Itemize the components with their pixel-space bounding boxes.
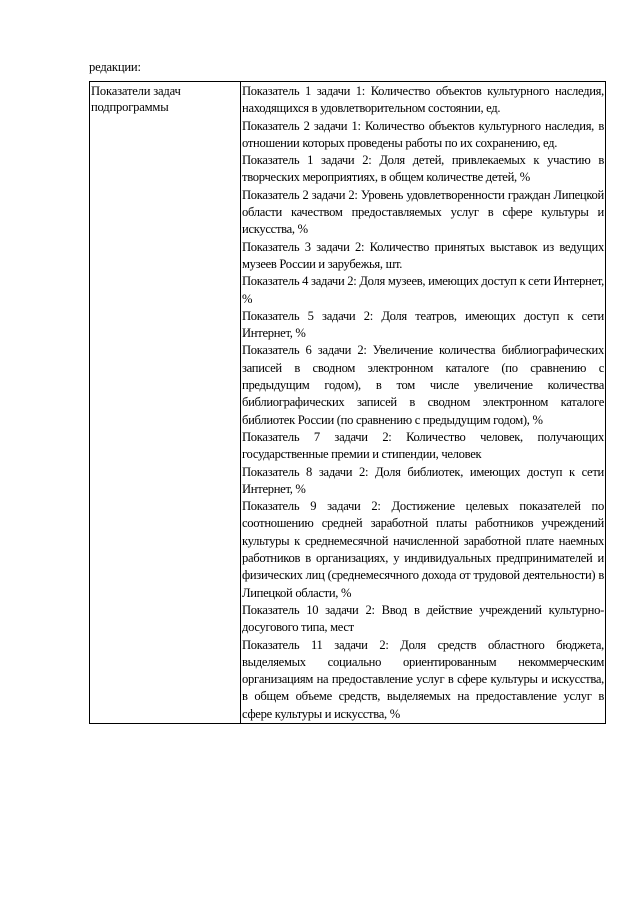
indicator-item: Показатель 7 задачи 2: Количество человек, получающих государственные премии и стипендии, человек <box>242 429 604 462</box>
indicators-cell <box>241 82 606 724</box>
indicator-item: Показатель 5 задачи 2: Доля театров, имеющих доступ к сети Интернет, % <box>242 308 604 341</box>
indicator-item: Показатель 1 задачи 2: Доля детей, привлекаемых к участию в творческих мероприятиях, в общем количестве детей, % <box>242 153 604 185</box>
indicator-item: Показатель 3 задачи 2: Количество принятых выставок из ведущих музеев России и зарубежья, шт. <box>242 239 604 271</box>
indicator-item: Показатель 10 задачи 2: Ввод в действие учреждений культурно-досугового типа, мест <box>242 602 604 635</box>
table-row <box>90 82 606 724</box>
left-header-text: Показатели задач подпрограммы <box>91 84 181 115</box>
indicator-item: Показатель 11 задачи 2: Доля средств областного бюджета, выделяемых социально ориентированным некоммерческим организациям на предоставление услуг в сфере культуры и искусства, в общем объеме средств, выделяемых на предоставление услуг в сфере культуры и искусства, % <box>242 637 604 721</box>
lead-text: редакции: <box>89 60 141 74</box>
indicator-item: Показатель 1 задачи 1: Количество объектов культурного наследия, находящихся в удовлетворительном состоянии, ед. <box>242 84 604 116</box>
indicator-item: Показатель 6 задачи 2: Увеличение количества библиографических записей в сводном электронном каталоге (по сравнению с предыдущим годом), в том числе увеличение количества библиографических записей в сводном электронном каталоге библиотек России (по сравнению с предыдущим годом), % <box>242 343 604 427</box>
left-header-cell <box>90 82 241 724</box>
indicator-item: Показатель 2 задачи 1: Количество объектов культурного наследия, в отношении которых проведены работы по их сохранению, ед. <box>242 118 604 150</box>
indicator-item: Показатель 9 задачи 2: Достижение целевых показателей по соотношению средней заработной платы работников учреждений культуры к среднемесячной начисленной заработной плате наемных работников в организациях, у индивидуальных предпринимателей и физических лиц (среднемесячного дохода от трудовой деятельности) в Липецкой области, % <box>242 499 604 600</box>
indicator-item: Показатель 2 задачи 2: Уровень удовлетворенности граждан Липецкой области качеством предоставляемых услуг в сфере культуры и искусства, % <box>242 187 604 237</box>
indicator-item: Показатель 8 задачи 2: Доля библиотек, имеющих доступ к сети Интернет, % <box>242 464 604 496</box>
indicators-table <box>89 81 606 724</box>
indicator-item: Показатель 4 задачи 2: Доля музеев, имеющих доступ к сети Интернет, % <box>242 274 604 306</box>
